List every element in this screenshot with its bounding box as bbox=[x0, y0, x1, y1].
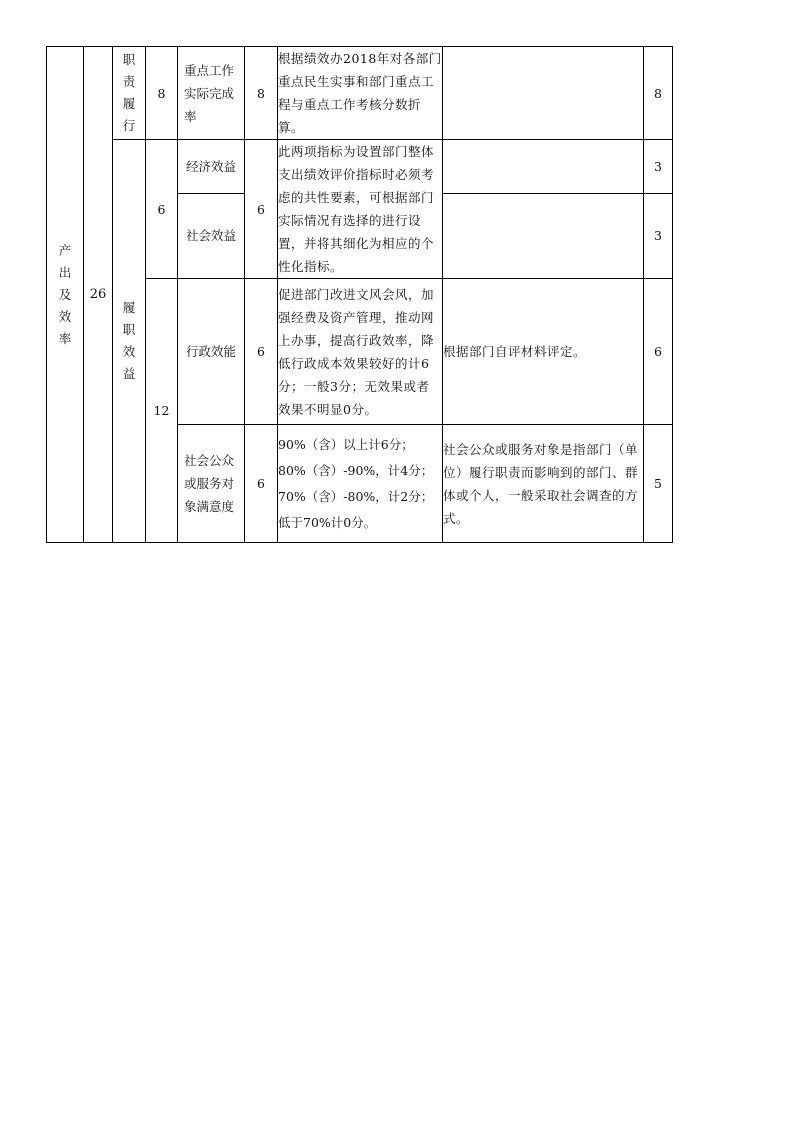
indicator-score: 3 bbox=[644, 193, 673, 278]
group-score: 12 bbox=[146, 279, 178, 543]
method-text: 社会公众或服务对象是指部门（单位）履行职责而影响到的部门、群体或个人，一般采取社会调查的方式。 bbox=[443, 441, 639, 526]
subcategory-cell bbox=[113, 47, 146, 140]
category-score: 26 bbox=[84, 47, 113, 543]
subcategory-cell bbox=[113, 140, 146, 543]
scoring-standards bbox=[278, 425, 443, 543]
indicator-explanation bbox=[278, 140, 443, 279]
indicator-weight: 6 bbox=[245, 425, 278, 543]
subcategory-label: 职责履行 bbox=[122, 52, 136, 133]
category-label: 产出及效率 bbox=[58, 242, 72, 346]
table-row bbox=[47, 47, 673, 140]
evaluation-method: 根据部门自评材料评定。 bbox=[443, 279, 644, 425]
explanation-text: 促进部门改进文风会风，加强经费及资产管理，推动网上办事，提高行政效率，降低行政成本效果较好的计6分；一般3分；无效果或者效果不明显0分。 bbox=[278, 286, 435, 417]
evaluation-method bbox=[443, 193, 644, 278]
indicator-cell bbox=[178, 47, 245, 140]
subcategory-score: 8 bbox=[146, 47, 178, 140]
indicator-weight: 6 bbox=[245, 140, 278, 279]
indicator-score: 3 bbox=[644, 140, 673, 194]
indicator-score: 5 bbox=[644, 425, 673, 543]
standard-line: 70%（含）-80%，计2分； bbox=[278, 489, 434, 504]
standard-line: 低于70%计0分。 bbox=[278, 515, 377, 530]
evaluation-method bbox=[443, 425, 644, 543]
indicator-name: 经济效益 bbox=[178, 140, 245, 194]
evaluation-method bbox=[443, 140, 644, 194]
group-score: 6 bbox=[146, 140, 178, 279]
performance-evaluation-table bbox=[46, 46, 673, 543]
explanation-text: 根据绩效办2018年对各部门重点民生实事和部门重点工程与重点工作考核分数折算。 bbox=[278, 51, 442, 135]
subcategory-label: 履职效益 bbox=[122, 300, 136, 381]
indicator-weight: 8 bbox=[245, 47, 278, 140]
indicator-cell bbox=[178, 425, 245, 543]
indicator-score: 6 bbox=[644, 279, 673, 425]
indicator-name: 社会公众或服务对象满意度 bbox=[184, 453, 235, 514]
indicator-name: 社会效益 bbox=[178, 193, 245, 278]
standard-line: 90%（含）以上计6分； bbox=[278, 437, 414, 452]
explanation-text: 此两项指标为设置部门整体支出绩效评价指标时必须考虑的共性要素，可根据部门实际情况有选择的进行设置，并将其细化为相应的个性化指标。 bbox=[278, 144, 435, 274]
indicator-score: 8 bbox=[644, 47, 673, 140]
indicator-explanation bbox=[278, 279, 443, 425]
category-cell bbox=[47, 47, 84, 543]
standard-line: 80%（含）-90%，计4分； bbox=[278, 463, 434, 478]
evaluation-method bbox=[443, 47, 644, 140]
indicator-name: 重点工作实际完成率 bbox=[184, 62, 235, 124]
table-row bbox=[47, 140, 673, 194]
indicator-explanation bbox=[278, 47, 443, 140]
indicator-weight: 6 bbox=[245, 279, 278, 425]
indicator-name: 行政效能 bbox=[178, 279, 245, 425]
